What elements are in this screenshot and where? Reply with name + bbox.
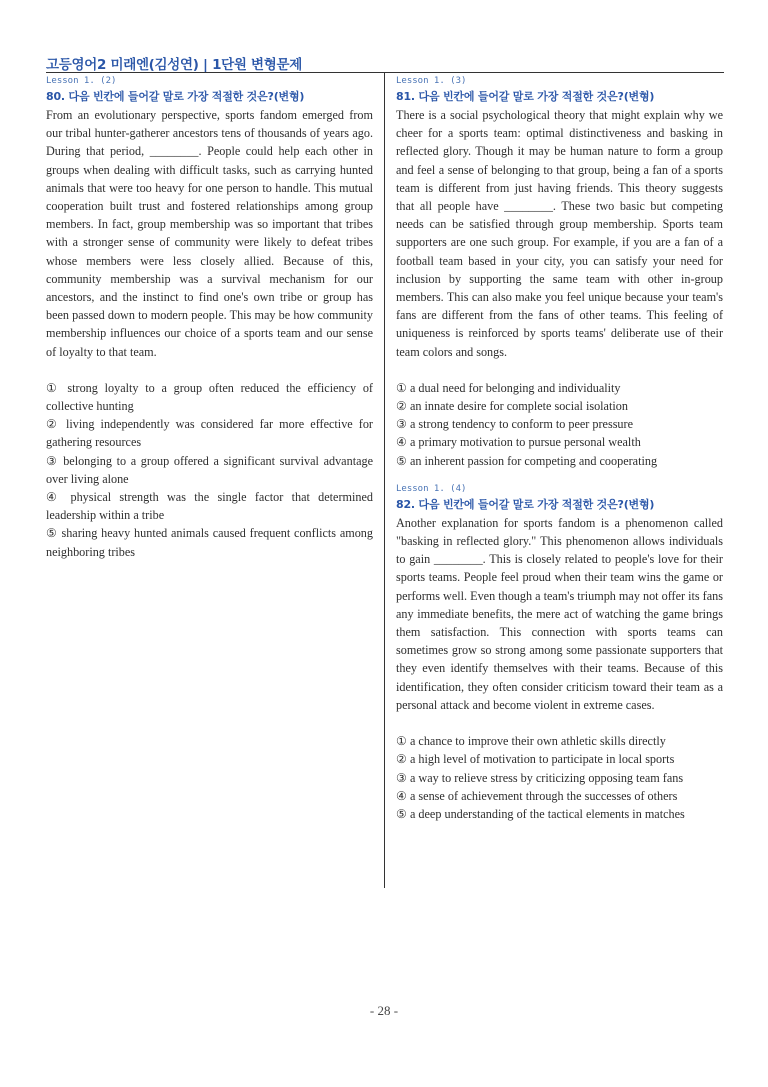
lesson-label: Lesson 1. (4)	[396, 483, 467, 494]
left-column	[46, 75, 373, 561]
answer-option-3: ③ a strong tendency to conform to peer pressure	[396, 417, 633, 432]
answer-option-4: ④ a sense of achievement through the successes of others	[396, 788, 678, 803]
question-80	[46, 75, 373, 561]
answer-options	[46, 379, 373, 561]
question-passage: There is a social psychological theory that might explain why we cheer for a sports team: optimal distinctiveness and basking in reflected glory. Though it may be human nature to form a group and feel a sense of belonging to that group, being a fan of a sports team is different from just having friends. This theory suggests that all people have ________. These two basic but competing needs can be satisfied through group membership. Sports team supporters are one such group. For example, if you are a fan of a football team based in your city, you can satisfy your need for inclusion by supporting the same team with other in-group members. This can also make you feel unique because your team's fans are different from the fans of other teams. This feeling of uniqueness is reinforced by sports teams' deliberate use of their team colors and songs.	[396, 108, 723, 359]
answer-option-5: ⑤ a deep understanding of the tactical elements in matches	[396, 806, 685, 821]
question-title: 81. 다음 빈칸에 들어갈 말로 가장 적절한 것은?(변형)	[396, 90, 655, 103]
right-column	[396, 75, 723, 823]
question-title: 80. 다음 빈칸에 들어갈 말로 가장 적절한 것은?(변형)	[46, 90, 305, 103]
answer-option-5: ⑤ an inherent passion for competing and cooperating	[396, 453, 658, 468]
answer-option-2: ② a high level of motivation to participate in local sports	[396, 752, 675, 767]
lesson-label: Lesson 1. (2)	[46, 76, 117, 86]
answer-option-2: ② an innate desire for complete social isolation	[396, 399, 628, 414]
answer-option-3: ③ a way to relieve stress by criticizing opposing team fans	[396, 770, 684, 785]
page-number: - 28 -	[369, 1003, 399, 1018]
page-title: 고등영어2 미래엔(김성연) | 1단원 변형문제	[46, 57, 303, 73]
answer-option-2: ② living independently was considered far more effective for gathering resources	[46, 417, 373, 450]
question-passage: Another explanation for sports fandom is a phenomenon called "basking in reflected glory." This phenomenon allows individuals to gain ________. This is closely related to people's love for their sports teams. People feel proud when their team wins the game or performs well. Even though a team's triumph may not offer its fans any immediate benefits, the mere act of watching the game brings them satisfaction. This connection with sports teams can sometimes grow so strong among some passionate supporters that they even identify themselves with their teams. Because of this identification, they often consider criticism toward their team as a personal attack and become violent in extreme cases.	[396, 515, 723, 712]
answer-options	[396, 732, 723, 823]
question-title: 82. 다음 빈칸에 들어갈 말로 가장 적절한 것은?(변형)	[396, 497, 655, 511]
question-81	[396, 75, 723, 470]
answer-option-1: ① strong loyalty to a group often reduced the efficiency of collective hunting	[46, 380, 373, 414]
question-82	[396, 483, 723, 823]
answer-options	[396, 379, 723, 470]
answer-option-5: ⑤ sharing heavy hunted animals caused frequent conflicts among neighboring tribes	[46, 526, 373, 559]
column-divider	[384, 73, 385, 888]
answer-option-4: ④ a primary motivation to pursue personal wealth	[396, 435, 641, 450]
answer-option-4: ④ physical strength was the single factor that determined leadership within a tribe	[46, 490, 373, 523]
answer-option-3: ③ belonging to a group offered a significant survival advantage over living alone	[46, 453, 373, 486]
answer-option-1: ① a chance to improve their own athletic skills directly	[396, 734, 666, 749]
header-rule	[46, 72, 724, 73]
answer-option-1: ① a dual need for belonging and individuality	[396, 380, 621, 395]
lesson-label: Lesson 1. (3)	[396, 76, 467, 86]
question-passage: From an evolutionary perspective, sports fandom emerged from our tribal hunter-gatherer ancestors tens of thousands of years ago. During that period, ________. People could help each other in groups when dealing with difficult tasks, such as carrying hunted animals that were too heavy for one person to handle. This mutual cooperation built trust and fostered relationships among group members. In fact, group membership was so important that tribes with a stronger sense of community were likely to defeat tribes whose members were less closely allied. Because of this, community membership was a survival mechanism for our ancestors, and the instinct to find one's own tribe or group has been passed down to modern people. This may be how community membership influences our choice of a sports team and our sense of loyalty to that team.	[46, 108, 373, 359]
